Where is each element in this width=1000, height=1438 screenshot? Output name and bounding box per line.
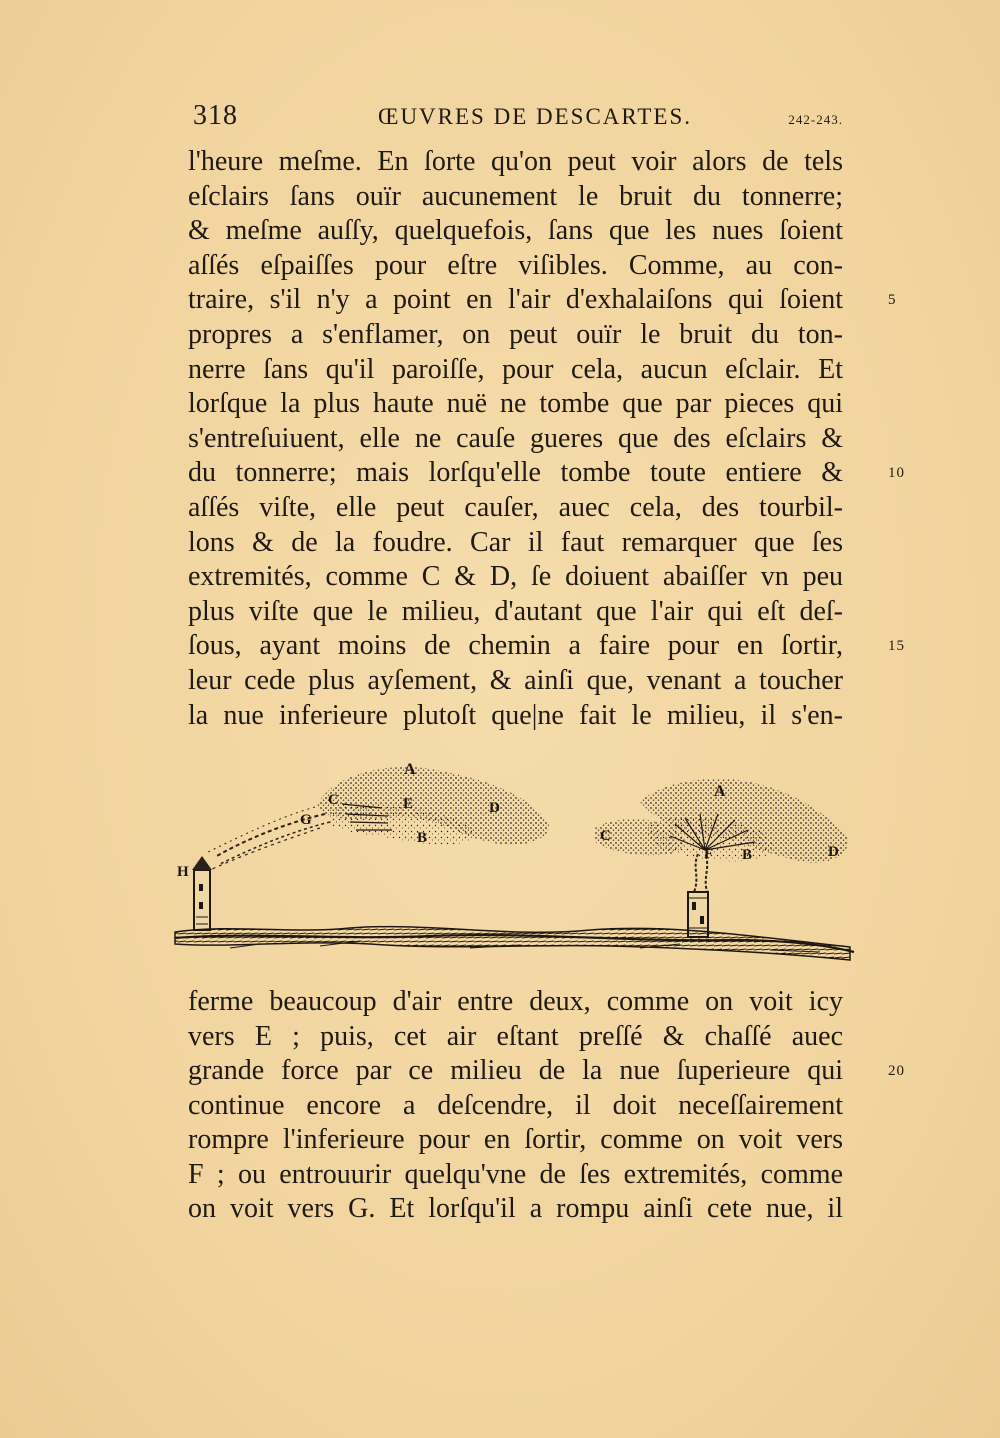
text-line: plus viſte que le milieu, d'autant que l'air qui eſt deſ- xyxy=(188,595,843,627)
text-line: grande force par ce milieu de la nue ſuperieure qui 20 xyxy=(188,1054,843,1089)
text-line: du tonnerre; mais lorſqu'elle tombe toute entiere & 10 xyxy=(188,456,843,491)
figure-label-left-d: D xyxy=(489,800,500,816)
text-block-after-figure xyxy=(188,985,905,1227)
text-line: rompre l'inferieure pour en ſortir, comme on voit vers xyxy=(188,1124,843,1155)
text-line: leur cede plus ayſement, & ainſi que, venant a toucher xyxy=(188,664,843,696)
text-line: s'entreſuiuent, elle ne cauſe gueres que des eſclairs & xyxy=(188,422,843,454)
figure-label-left-g: G xyxy=(300,812,312,828)
text-line: F ; ou entrouurir quelqu'vne de ſes extremités, comme xyxy=(188,1158,843,1190)
line-number: 5 xyxy=(888,292,897,309)
text-line: lons & de la foudre. Car il faut remarquer que ſes xyxy=(188,526,843,558)
figure-label-left-a: A xyxy=(404,761,416,778)
figure-label-right-f: F xyxy=(704,846,714,862)
page-number: 318 xyxy=(193,100,238,131)
figure-label-right-a: A xyxy=(714,783,726,800)
figure-label-left-b: B xyxy=(417,830,428,846)
text-line: eſclairs ſans ouïr aucunement le bruit du tonnerre; xyxy=(188,180,843,212)
figure-label-left-h: H xyxy=(177,864,189,880)
ground-line xyxy=(175,927,854,960)
page-range: 242-243. xyxy=(788,112,843,127)
text-line: & meſme auſſy, quelquefois, ſans que les nues ſoient xyxy=(188,215,843,247)
line-number: 20 xyxy=(888,1063,905,1079)
text-line: on voit vers G. Et lorſqu'il a rompu ainſi cete nue, il xyxy=(188,1193,843,1224)
line-number: 10 xyxy=(888,465,905,482)
text-line: ferme beaucoup d'air entre deux, comme on voit icy xyxy=(188,986,843,1017)
text-line: continue encore a deſcendre, il doit neceſſairement xyxy=(188,1089,843,1121)
text-line: l'heure meſme. En ſorte qu'on peut voir alors de tels xyxy=(188,146,843,177)
text-line: lorſque la plus haute nuë ne tombe que par pieces qui xyxy=(188,388,843,420)
text-line: nerre ſans qu'il paroiſſe, pour cela, aucun eſclair. Et xyxy=(188,353,843,385)
text-line: ſous, ayant moins de chemin a faire pour en ſortir, 15 xyxy=(188,629,843,664)
text-line: extremités, comme C & D, ſe doiuent abaiſſer vn peu xyxy=(188,561,843,593)
figure-label-left-e: E xyxy=(403,796,414,812)
figure-label-right-d: D xyxy=(828,844,839,860)
cloud-illustration xyxy=(170,752,860,977)
text-block-before-figure xyxy=(188,145,905,733)
text-line: aſſés eſpaiſſes pour eſtre viſibles. Comme, au con- xyxy=(188,249,843,281)
line-number: 15 xyxy=(888,638,905,655)
left-tower xyxy=(192,856,212,930)
figure-label-right-c: C xyxy=(600,828,611,844)
text-line: traire, s'il n'y a point en l'air d'exhalaiſons qui ſoient 5 xyxy=(188,283,843,318)
text-line: la nue inferieure plutoſt que|ne fait le milieu, il s'en- xyxy=(188,699,843,731)
figure-label-right-b: B xyxy=(742,847,753,863)
figure-label-left-c: C xyxy=(328,792,339,808)
left-smoke-trail xyxy=(208,807,330,870)
text-line: aſſés viſte, elle peut cauſer, auec cela, des tourbil- xyxy=(188,491,843,523)
running-head xyxy=(188,100,843,136)
text-line: propres a s'enflamer, on peut ouïr le bruit du ton- xyxy=(188,318,843,350)
engraving-figure xyxy=(170,752,860,977)
running-title: ŒUVRES DE DESCARTES. xyxy=(378,104,693,129)
text-line: vers E ; puis, cet air eſtant preſſé & chaſſé auec xyxy=(188,1020,843,1052)
